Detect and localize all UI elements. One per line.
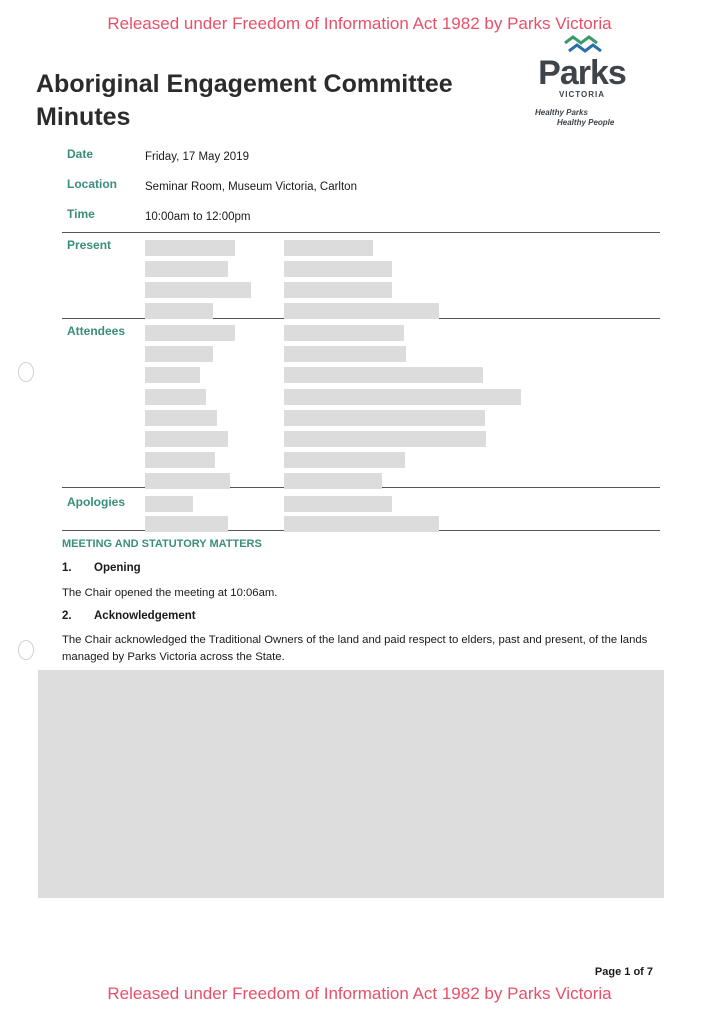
divider (382, 487, 660, 488)
hole-punch (18, 362, 34, 382)
divider (439, 318, 660, 319)
redaction (284, 389, 521, 405)
hole-punch (18, 640, 34, 660)
redaction (145, 410, 217, 426)
item-title: Acknowledgement (94, 610, 196, 622)
redaction (145, 496, 193, 512)
location-value: Seminar Room, Museum Victoria, Carlton (145, 181, 357, 193)
divider (62, 232, 660, 233)
redaction (284, 240, 373, 256)
title-line-1: Aboriginal Engagement Committee (36, 70, 453, 98)
redaction (145, 431, 228, 447)
redaction (145, 516, 228, 532)
title-line-2: Minutes (36, 103, 131, 131)
apologies-label: Apologies (67, 495, 126, 509)
page-title (36, 68, 453, 134)
location-label: Location (67, 177, 117, 191)
divider (213, 318, 284, 319)
item-body: The Chair acknowledged the Traditional Owners of the land and paid respect to elders, past and present, of the lands managed by Parks Victoria across the State. (62, 634, 648, 663)
wave-icon (563, 34, 603, 54)
redaction (284, 431, 486, 447)
redaction (284, 282, 392, 298)
time-value: 10:00am to 12:00pm (145, 211, 251, 223)
page-number: Page 1 of 7 (594, 966, 653, 978)
redaction (284, 261, 392, 277)
date-label: Date (67, 147, 94, 161)
redaction (145, 452, 215, 468)
redaction (284, 303, 439, 319)
divider (62, 318, 145, 319)
divider (62, 487, 145, 488)
date-value: Friday, 17 May 2019 (145, 151, 249, 163)
redaction (145, 346, 213, 362)
redaction (145, 282, 251, 298)
present-label: Present (67, 238, 112, 252)
redaction (145, 303, 213, 319)
logo-word: Parks (538, 54, 626, 92)
redaction (284, 496, 392, 512)
item-heading (62, 610, 196, 622)
foi-header: Released under Freedom of Information Act 1982 by Parks Victoria (107, 14, 612, 33)
redaction (145, 261, 228, 277)
redaction (145, 325, 235, 341)
divider (230, 487, 284, 488)
redaction (145, 240, 235, 256)
redaction (145, 473, 230, 489)
redaction (145, 389, 206, 405)
redaction (284, 325, 404, 341)
time-label: Time (67, 207, 95, 221)
item-body: The Chair opened the meeting at 10:06am. (62, 587, 278, 599)
redaction (284, 473, 382, 489)
item-number: 2. (62, 610, 72, 622)
logo-sub: VICTORIA (558, 90, 606, 99)
section-heading: MEETING AND STATUTORY MATTERS (62, 538, 262, 550)
item-number: 1. (62, 562, 72, 574)
parks-victoria-logo (527, 34, 647, 144)
item-title: Opening (94, 562, 141, 574)
redaction (284, 410, 485, 426)
redaction-block (38, 670, 664, 898)
foi-footer: Released under Freedom of Information Act 1982 by Parks Victoria (107, 984, 612, 1003)
redaction (284, 367, 483, 383)
attendees-label: Attendees (67, 324, 126, 338)
redaction (284, 452, 405, 468)
redaction (145, 367, 200, 383)
logo-tagline-1: Healthy Parks (535, 108, 588, 117)
redaction (284, 346, 406, 362)
divider (62, 530, 145, 531)
redaction (284, 516, 439, 532)
divider (228, 530, 284, 531)
divider (439, 530, 660, 531)
logo-tagline-2: Healthy People (557, 118, 615, 127)
item-heading (62, 562, 141, 574)
